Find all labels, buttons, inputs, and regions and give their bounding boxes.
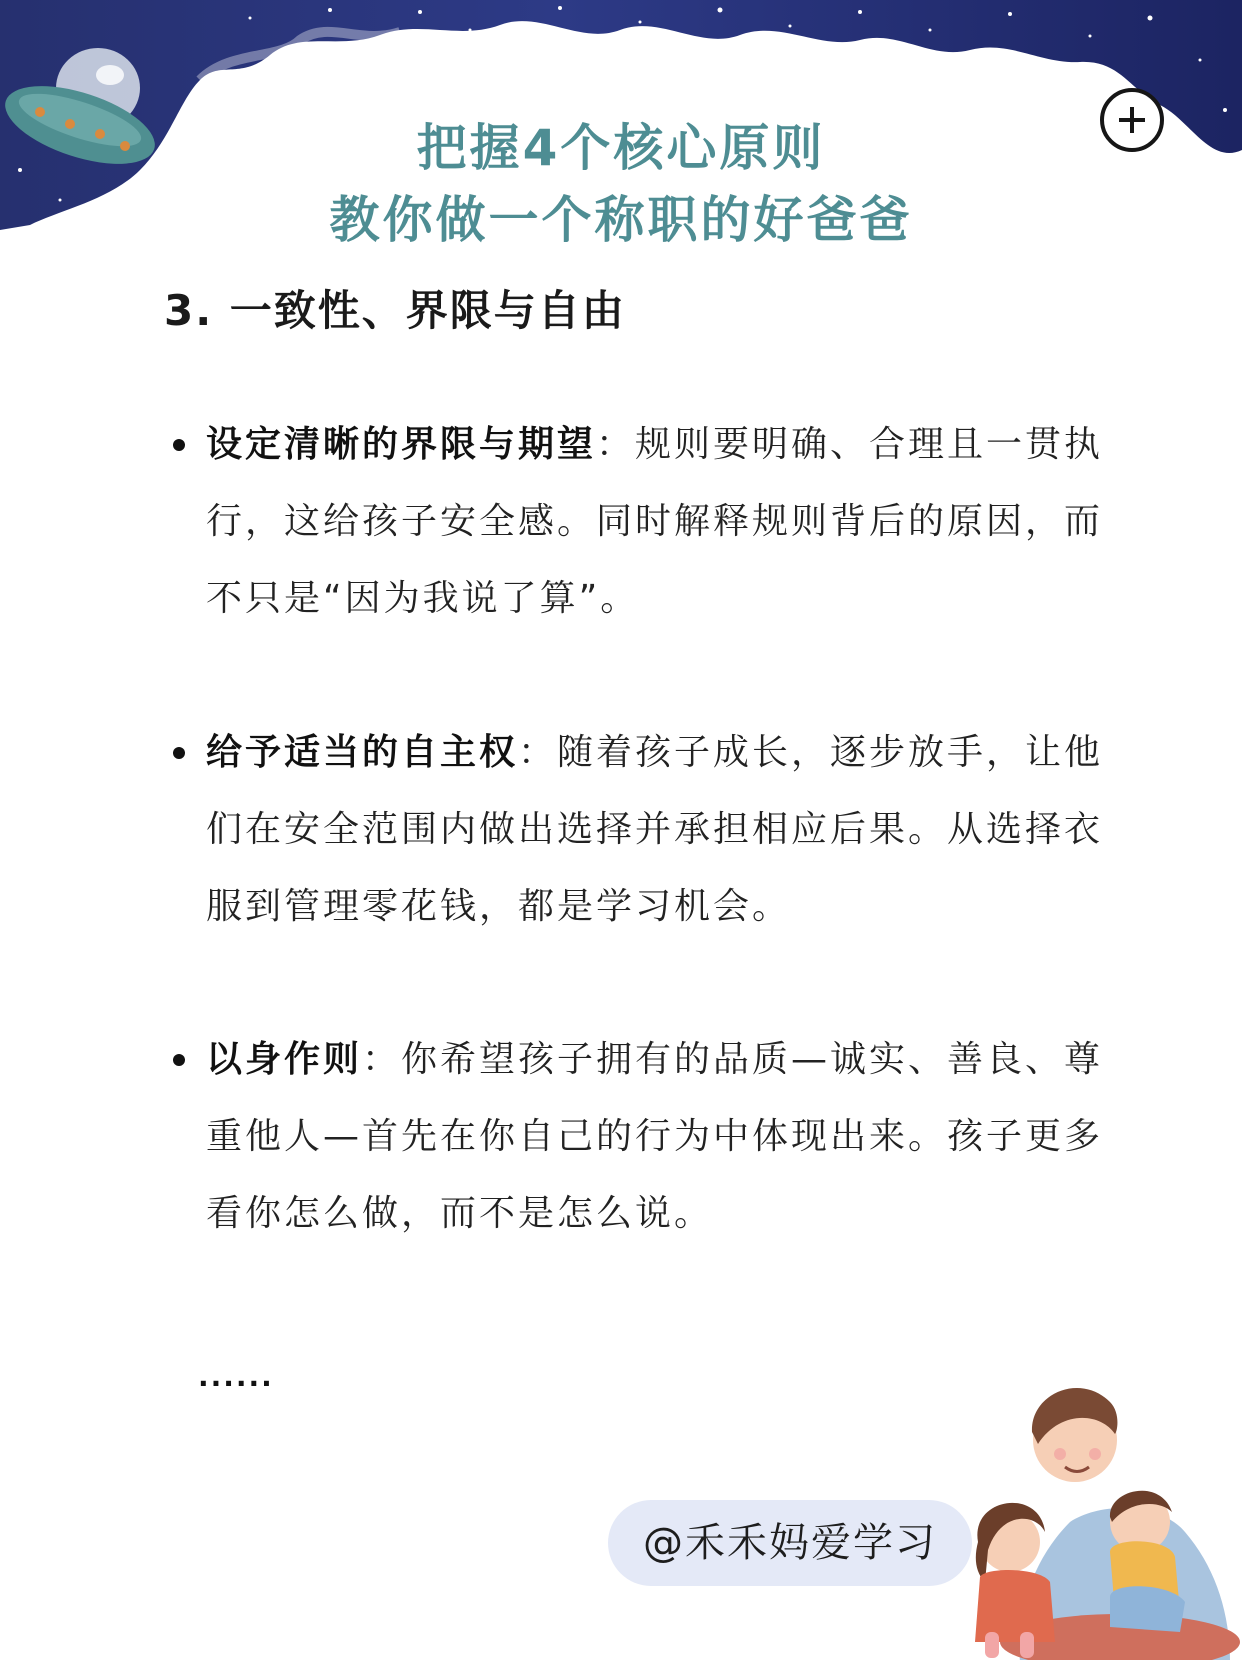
bullet-text: ：随着孩子成长，逐步放手，让他们在安全范围内做出选择并承担相应后果。从选择衣服到管理零花钱，都是学习机会。 (206, 732, 1104, 927)
family-illustration (960, 1372, 1242, 1660)
bullet-text: ：规则要明确、合理且一贯执行，这给孩子安全感。同时解释规则背后的原因，而不只是“因为我说了算”。 (206, 424, 1104, 619)
bullet-text: ：你希望孩子拥有的品质—诚实、善良、尊重他人—首先在你自己的行为中体现出来。孩子更多看你怎么做，而不是怎么说。 (206, 1039, 1104, 1234)
section-heading: 3. 一致性、界限与自由 (164, 286, 626, 335)
bullet-item (206, 714, 1106, 945)
author-handle[interactable]: @禾禾妈爱学习 (608, 1500, 972, 1586)
bullet-dot-icon (173, 439, 185, 451)
page-title-line1: 把握4个核心原则 (416, 119, 826, 177)
bullet-dot-icon (173, 1054, 185, 1066)
bullet-dot-icon (173, 747, 185, 759)
bullet-label: 设定清晰的界限与期望 (206, 424, 597, 465)
bullet-item (206, 406, 1106, 637)
page-title-line2: 教你做一个称职的好爸爸 (329, 191, 913, 249)
continuation-ellipsis: ...... (198, 1360, 274, 1393)
bullet-item (206, 1021, 1106, 1252)
bullet-label: 以身作则 (206, 1039, 363, 1080)
bullet-label: 给予适当的自主权 (206, 732, 519, 773)
